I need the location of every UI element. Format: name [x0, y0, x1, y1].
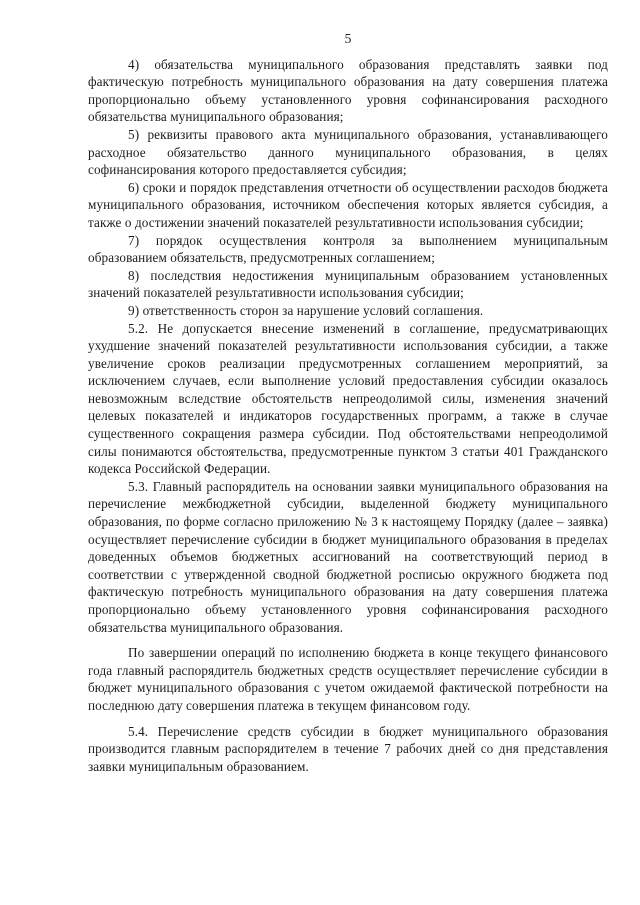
paragraph-item-5: 5) реквизиты правового акта муниципального образования, устанавливающего расходное обязательство данного муниципального образования, в целях софинансирования которого предоставляется субсидия; [88, 126, 608, 178]
paragraph-5-2: 5.2. Не допускается внесение изменений в соглашение, предусматривающих ухудшение значений показателей результативности использования субсидии, а также увеличение сроков реализации предусмотренных соглашением мероприятий, за исключением случаев, если выполнение условий предоставления субсидии оказалось невозможным вследствие обстоятельств непреодолимой силы, изменения значений целевых показателей и индикаторов государственных программ, а также в случае существенного сокращения размера субсидии. Под обстоятельствами непреодолимой силы понимаются обстоятельства, предусмотренные пунктом 3 статьи 401 Гражданского кодекса Российской Федерации. [88, 320, 608, 477]
paragraph-item-9: 9) ответственность сторон за нарушение условий соглашения. [128, 302, 484, 318]
page-number: 5 [344, 31, 352, 46]
paragraph-item-6: 6) сроки и порядок представления отчетности об осуществлении расходов бюджета муниципального образования, источником обеспечения которых является субсидия, а также о достижении значений показателей результативности использования субсидии; [88, 179, 608, 230]
paragraph-item-8: 8) последствия недостижения муниципальным образованием установленных значений показателей результативности использования субсидии; [88, 267, 608, 301]
paragraph-5-3: 5.3. Главный распорядитель на основании заявки муниципального образования на перечисление межбюджетной субсидии, выделенной бюджету муниципального образования, по форме согласно приложению № 3 к настоящему Порядку (далее – заявка) осуществляет перечисление субсидии в бюджет муниципального образования в пределах доведенных объемов бюджетных ассигнований на соответствующий период в соответствии с утвержденной сводной бюджетной росписью окружного бюджета под фактическую потребность муниципального образования на дату совершения платежа пропорционально объему установленного уровня софинансирования расходного обязательства муниципального образования. [88, 478, 608, 635]
paragraph-item-7: 7) порядок осуществления контроля за выполнением муниципальным образованием обязательств, предусмотренных соглашением; [88, 232, 608, 266]
document-page [88, 30, 608, 775]
paragraph-item-4: 4) обязательства муниципального образования представлять заявки под фактическую потребность муниципального образования на дату совершения платежа пропорционально объему установленного уровня софинансирования расходного обязательства муниципального образования; [88, 56, 608, 125]
paragraph-year-end-transfer: По завершении операций по исполнению бюджета в конце текущего финансового года главный распорядитель бюджетных средств осуществляет перечисление субсидии в бюджет муниципального образования с учетом ожидаемой фактической потребности на последнюю дату совершения платежа в текущем финансовом году. [88, 645, 608, 713]
paragraph-5-4: 5.4. Перечисление средств субсидии в бюджет муниципального образования производится главным распорядителем в течение 7 рабочих дней со дня представления заявки муниципальным образованием. [88, 723, 608, 774]
